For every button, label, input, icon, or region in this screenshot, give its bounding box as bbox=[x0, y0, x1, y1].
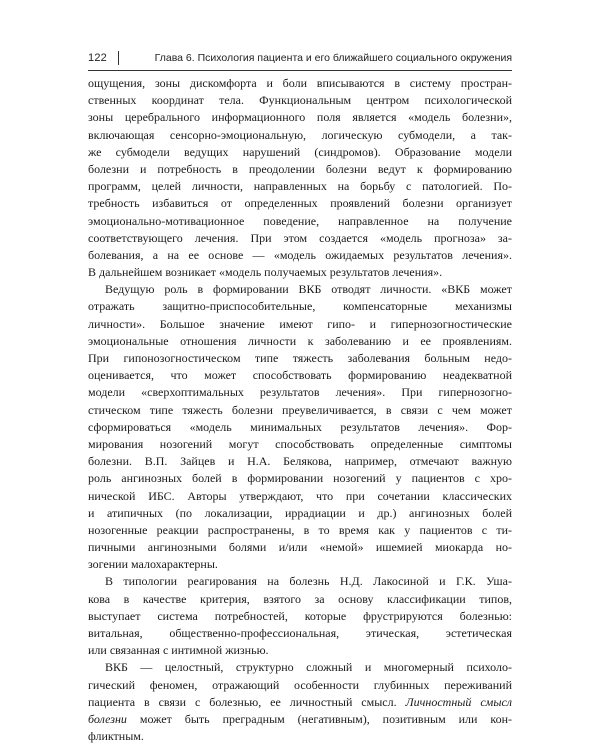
header-rule bbox=[88, 70, 512, 71]
body-text bbox=[88, 75, 512, 745]
text-line: витальная, общественно-профессиональная, этическая, эстетическая bbox=[88, 626, 512, 640]
text-line: При гипонозогностическом типе тяжесть заболевания больным недо- bbox=[88, 351, 512, 365]
text-line: выступает система потребностей, которые фрустрируются болезнью: bbox=[88, 608, 512, 623]
text-line: болезни. В.П. Зайцев и Н.А. Белякова, например, отмечают важную bbox=[88, 454, 512, 469]
running-title: Глава 6. Психология пациента и его ближайшего социального окружения bbox=[154, 52, 512, 64]
text-line: и атипичных (по локализации, иррадиации и др.) ангинозных болей bbox=[88, 505, 512, 520]
text-line: же субмодели ведущих нарушений (синдромов). Образование модели bbox=[88, 144, 512, 159]
paragraph-2 bbox=[88, 281, 512, 573]
text-line bbox=[88, 711, 512, 728]
text-line: мирования нозогений могут способствовать определенные симптомы bbox=[88, 436, 512, 451]
text-line: требность избавиться от определенных проявлений болезни организует bbox=[88, 196, 512, 211]
text-line: оценивается, что может способствовать формированию неадекватной bbox=[88, 368, 512, 383]
text-fragment: может быть преградным (негативным), позитивным или кон- bbox=[139, 711, 512, 726]
page-number: 122 bbox=[88, 52, 107, 64]
text-line: кова в качестве критерия, взятого за основу классификации типов, bbox=[88, 591, 512, 606]
text-line: эмоциональные отношения личности к заболеванию и ее проявлениям. bbox=[88, 333, 512, 348]
paragraph-1 bbox=[88, 75, 512, 281]
text-line: болезни и потребность в преодолении болезни ведут к формированию bbox=[88, 161, 512, 176]
text-line: модели «сверхоптимальных результатов лечения». При гипернозогно- bbox=[88, 385, 512, 400]
paragraph-3 bbox=[88, 573, 512, 659]
text-line: нической ИБС. Авторы утверждают, что при сочетании классических bbox=[88, 488, 512, 503]
text-line: ственных координат тела. Функциональным центром психологической bbox=[88, 93, 512, 108]
text-line: зоны церебрального информационного поля является «модель болезни», bbox=[88, 110, 512, 125]
text-line: В типологии реагирования на болезнь Н.Д. Лакосиной и Г.К. Уша- bbox=[105, 574, 512, 589]
text-line: ВКБ — целостный, структурно сложный и многомерный психоло- bbox=[105, 660, 512, 675]
text-line: стическом типе тяжесть болезни преувеличивается, в связи с чем может bbox=[88, 402, 512, 417]
text-line: сформироваться «модель минимальных результатов лечения». Фор- bbox=[88, 419, 512, 434]
text-line: гический феномен, отражающий особенности глубинных переживаний bbox=[88, 677, 512, 692]
italic-term: болезни bbox=[88, 711, 127, 726]
text-line: Ведущую роль в формировании ВКБ отводят личности. «ВКБ может bbox=[105, 282, 512, 297]
text-line: В дальнейшем возникает «модель получаемых результатов лечения». bbox=[88, 265, 443, 280]
text-line: ощущения, зоны дискомфорта и боли вписываются в систему простран- bbox=[88, 76, 512, 90]
text-line: эмоционально-мотивационное поведение, направленное на получение bbox=[88, 213, 512, 228]
text-line: пичными ангинозными болями и/или «немой» ишемией миокарда но- bbox=[88, 540, 512, 555]
italic-term: Личностный смысл bbox=[405, 694, 512, 709]
text-line: соответствующего лечения. При этом создается «модель прогноза» за- bbox=[88, 230, 512, 245]
text-fragment: пациента в связи с болезнью, ее личностный смысл. bbox=[88, 694, 397, 709]
text-line bbox=[88, 694, 512, 711]
text-line: личности». Большое значение имеют гипо- и гипернозогностические bbox=[88, 316, 512, 331]
text-line: фликтным. bbox=[88, 729, 144, 744]
header-separator bbox=[118, 51, 119, 65]
text-line: болевания, а на ее основе — «модель ожидаемых результатов лечения». bbox=[88, 247, 512, 262]
text-line: отражать защитно-приспособительные, компенсаторные механизмы bbox=[88, 299, 512, 314]
text-line: роль ангинозных болей в формировании нозогений у пациентов с хро- bbox=[88, 471, 512, 486]
text-line: нозогенные реакции распространены, в то время как у пациентов с ти- bbox=[88, 522, 512, 537]
text-line: или связанная с интимной жизнью. bbox=[88, 643, 269, 658]
page-header bbox=[88, 48, 512, 68]
text-line: программ, целей личности, направленных на борьбу с патологией. По- bbox=[88, 179, 512, 194]
text-line: включающая сенсорно-эмоциональную, логическую субмодели, а так- bbox=[88, 127, 512, 142]
paragraph-4 bbox=[88, 659, 512, 745]
text-line: зогении малохарактерны. bbox=[88, 557, 218, 572]
